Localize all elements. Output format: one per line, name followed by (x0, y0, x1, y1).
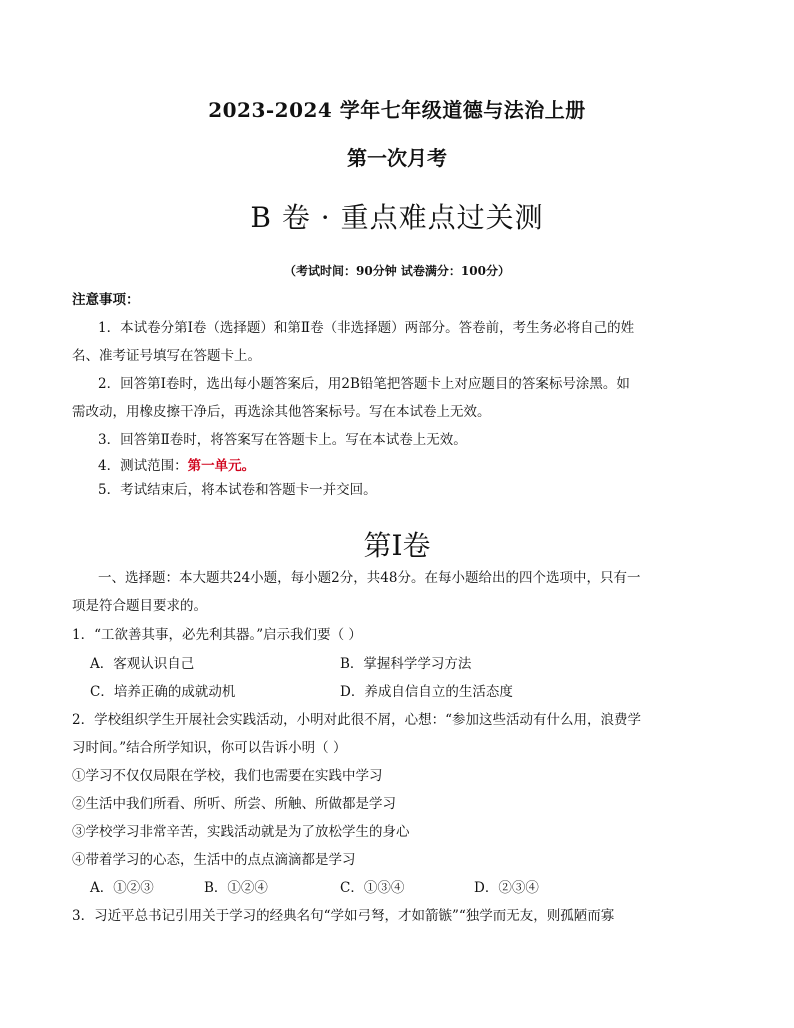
question-2-statement-2: ②生活中我们所看、所听、所尝、所触、所做都是学习 (72, 796, 396, 812)
section-instruction-line-2: 项是符合题目要求的。 (72, 598, 207, 614)
section-title: 第Ⅰ卷 (363, 529, 431, 562)
question-2-stem-line-1: 2．学校组织学生开展社会实践活动，小明对此很不屑，心想：“参加这些活动有什么用，浪费学 (72, 712, 641, 728)
question-2-option-d: D．②③④ (474, 880, 539, 896)
exam-subtitle: 第一次月考 (347, 146, 447, 170)
question-1-option-a: A．客观认识自己 (90, 656, 195, 672)
question-2-stem-line-2: 习时间。”结合所学知识，你可以告诉小明（ ） (72, 740, 347, 756)
question-2-statement-1: ①学习不仅仅局限在学校，我们也需要在实践中学习 (72, 768, 383, 784)
question-1-option-d: D．养成自信自立的生活态度 (340, 684, 513, 700)
question-2-statement-4: ④带着学习的心态，生活中的点点滴滴都是学习 (72, 852, 356, 868)
question-1-stem: 1．“工欲善其事，必先利其器。”启示我们要（ ） (72, 627, 362, 643)
question-1-option-c: C．培养正确的成就动机 (90, 684, 236, 700)
question-1-option-b: B．掌握科学学习方法 (340, 656, 472, 672)
question-2-option-c: C．①③④ (340, 880, 405, 896)
notice-item-4-prefix: 4．测试范围： (98, 458, 188, 474)
question-2-option-b: B．①②④ (204, 880, 268, 896)
notice-item-5: 5．考试结束后，将本试卷和答题卡一并交回。 (98, 482, 377, 498)
section-instruction-line-1: 一、选择题：本大题共24小题，每小题2分，共48分。在每小题给出的四个选项中，只有一 (98, 570, 641, 586)
notice-item-1-line-1: 1．本试卷分第Ⅰ卷（选择题）和第Ⅱ卷（非选择题）两部分。答卷前，考生务必将自己的姓 (98, 320, 635, 336)
question-3-stem-line-1: 3．习近平总书记引用关于学习的经典名句“学如弓弩，才如箭镞”“独学而无友，则孤陋而寡 (72, 908, 615, 924)
paper-name: B 卷 · 重点难点过关测 (250, 201, 544, 234)
exam-info: （考试时间：90分钟 试卷满分：100分） (284, 264, 510, 278)
notice-item-4 (98, 456, 255, 476)
question-2-statement-3: ③学校学习非常辛苦，实践活动就是为了放松学生的身心 (72, 824, 410, 840)
notice-item-2-line-1: 2．回答第Ⅰ卷时，选出每小题答案后，用2B铅笔把答题卡上对应题目的答案标号涂黑。如 (98, 376, 630, 392)
question-2-option-a: A．①②③ (90, 880, 154, 896)
exam-title: 2023-2024 学年七年级道德与法治上册 (208, 98, 586, 122)
notice-item-1-line-2: 名、准考证号填写在答题卡上。 (72, 348, 261, 364)
notice-item-2-line-2: 需改动，用橡皮擦干净后，再选涂其他答案标号。写在本试卷上无效。 (72, 404, 491, 420)
notice-heading: 注意事项： (72, 292, 140, 308)
notice-item-3: 3．回答第Ⅱ卷时，将答案写在答题卡上。写在本试卷上无效。 (98, 432, 467, 448)
test-scope: 第一单元。 (187, 458, 256, 474)
